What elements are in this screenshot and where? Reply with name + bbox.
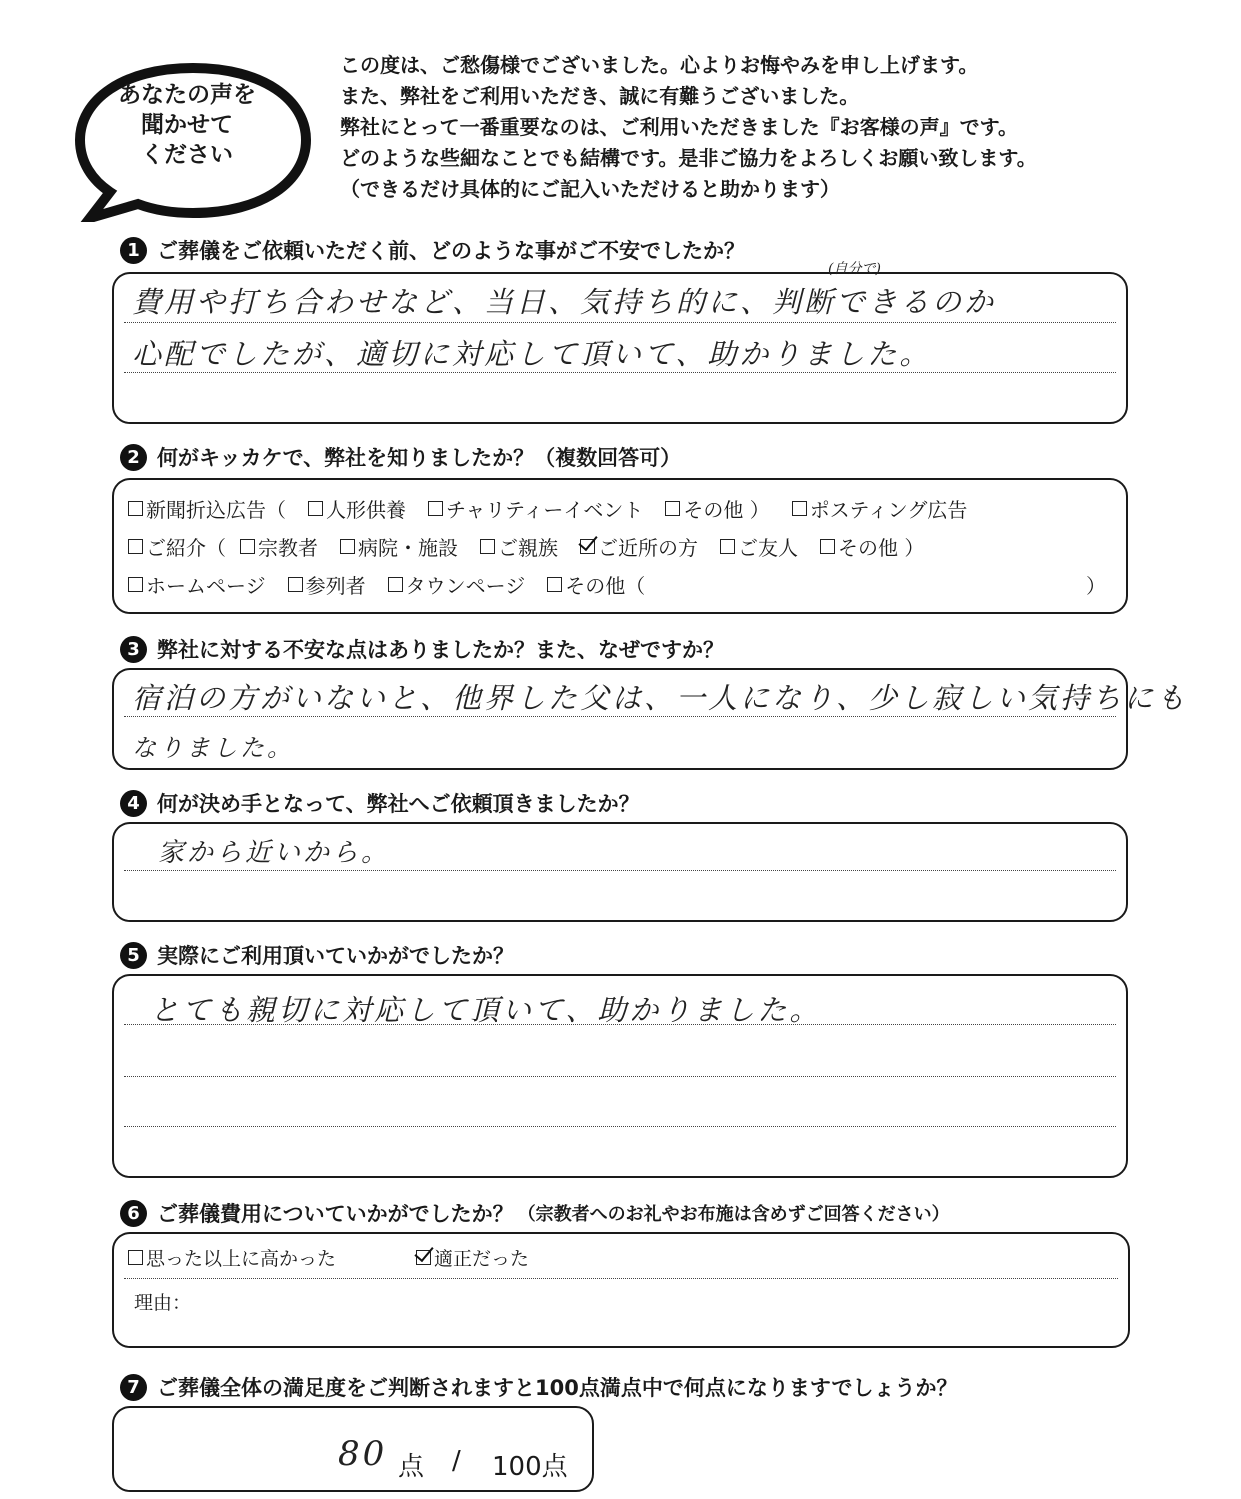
handwritten-answer-line: 心配でしたが、適切に対応して頂いて、助かりました。: [132, 337, 932, 371]
option-label: ご紹介（: [146, 536, 226, 560]
handwritten-answer-line: 費用や打ち合わせなど、当日、気持ち的に、判断できるのか: [132, 285, 997, 319]
intro-line: （できるだけ具体的にご記入いただけると助かります）: [340, 177, 840, 201]
option-label: ホームページ: [146, 574, 266, 598]
option-other-3[interactable]: [547, 570, 645, 599]
question-text: ご葬儀全体の満足度をご判断されますと100点満点中で何点になりますでしょうか？: [157, 1376, 958, 1400]
question-text: 何がキッカケで、弊社を知りましたか？（複数回答可）: [157, 446, 682, 470]
cost-options-row: [128, 1244, 551, 1271]
score-max: 100点: [492, 1452, 568, 1482]
question-text: ご葬儀費用についていかがでしたか？: [157, 1202, 514, 1226]
option-label: ご近所の方: [598, 536, 698, 560]
closing-paren: ）: [1086, 574, 1106, 598]
handwritten-answer-line: とても親切に対応して頂いて、助かりました。: [150, 993, 822, 1027]
checkbox[interactable]: [128, 501, 143, 516]
checkbox[interactable]: [665, 501, 680, 516]
checkbox[interactable]: [128, 1250, 143, 1265]
checked-checkbox[interactable]: [580, 539, 595, 554]
option-clergy[interactable]: [240, 532, 318, 561]
option-label: 新聞折込広告（: [146, 498, 286, 522]
question-4-title: [120, 788, 640, 818]
bubble-line: 聞かせて: [141, 112, 233, 138]
checkbox[interactable]: [128, 577, 143, 592]
option-label: ご親族: [498, 536, 558, 560]
option-attendee[interactable]: [288, 570, 366, 599]
question-1-title: [120, 235, 745, 265]
question-5-title: [120, 940, 514, 970]
intro-line: 弊社にとって一番重要なのは、ご利用いただきました『お客様の声』です。: [340, 115, 1018, 139]
option-neighbors[interactable]: [580, 532, 698, 561]
option-label: チャリティーイベント: [446, 498, 644, 522]
option-label: その他（: [565, 574, 646, 598]
option-label: タウンページ: [405, 574, 526, 598]
checkbox[interactable]: [388, 577, 403, 592]
reason-label: 理由：: [134, 1292, 192, 1314]
option-relatives[interactable]: [480, 532, 558, 561]
ruled-line: [124, 870, 1116, 871]
option-label: 人形供養: [326, 498, 406, 522]
option-doll-memorial[interactable]: [308, 494, 406, 523]
option-charity-event[interactable]: [428, 494, 643, 523]
handwritten-score: 80: [338, 1434, 388, 1474]
checkbox[interactable]: [547, 577, 562, 592]
question-text: 何が決め手となって、弊社へご依頼頂きましたか？: [157, 792, 640, 816]
option-label: 宗教者: [258, 536, 318, 560]
question-number-badge: 5: [120, 942, 147, 969]
question-number-badge: 1: [120, 237, 147, 264]
checkbox[interactable]: [720, 539, 735, 554]
intro-line: この度は、ご愁傷様でございました。心よりお悔やみを申し上げます。: [340, 53, 979, 77]
bubble-line: ください: [141, 142, 233, 168]
source-options-row-2: [128, 532, 946, 561]
option-posting-ad[interactable]: [792, 494, 968, 523]
question-text: 弊社に対する不安な点はありましたか？また、なぜですか？: [157, 638, 724, 662]
source-options-row-1: [128, 494, 989, 523]
checked-checkbox[interactable]: [416, 1250, 431, 1265]
bubble-heading: [84, 80, 290, 170]
checkbox[interactable]: [792, 501, 807, 516]
ruled-line: [124, 322, 1116, 323]
option-newspaper-insert[interactable]: [128, 494, 286, 523]
ruled-line: [124, 1278, 1118, 1279]
question-3-title: [120, 634, 724, 664]
checkbox[interactable]: [308, 501, 323, 516]
option-label: ポスティング広告: [809, 498, 968, 522]
intro-line: また、弊社をご利用いただき、誠に有難うございました。: [340, 84, 860, 108]
question-note: （宗教者へのお礼やお布施は含めずご回答ください）: [517, 1204, 950, 1225]
option-label: 思った以上に高かった: [146, 1248, 337, 1270]
option-appropriate[interactable]: [416, 1244, 529, 1271]
question-number-badge: 2: [120, 444, 147, 471]
question-text: ご葬儀をご依頼いただく前、どのような事がご不安でしたか？: [157, 239, 745, 263]
option-town-page[interactable]: [388, 570, 526, 599]
ruled-line: [124, 1076, 1116, 1077]
question-2-title: [120, 442, 681, 472]
handwritten-annotation: (自分で): [828, 261, 881, 277]
option-other-2[interactable]: [820, 532, 924, 561]
checkbox[interactable]: [288, 577, 303, 592]
handwritten-answer-line: 家から近いから。: [158, 838, 391, 868]
option-label: 参列者: [305, 574, 366, 598]
option-homepage[interactable]: [128, 570, 266, 599]
option-other-1[interactable]: [665, 494, 769, 523]
option-more-expensive[interactable]: [128, 1244, 336, 1271]
intro-line: どのような些細なことでも結構です。是非ご協力をよろしくお願い致します。: [340, 146, 1037, 170]
question-6-title: [120, 1198, 950, 1228]
option-hospital[interactable]: [340, 532, 458, 561]
option-label: ご友人: [738, 536, 798, 560]
question-number-badge: 6: [120, 1200, 147, 1227]
option-label: その他 ）: [683, 498, 770, 522]
option-label: 病院・施設: [358, 536, 458, 560]
source-options-row-3: [128, 570, 667, 599]
question-7-title: [120, 1372, 957, 1402]
checkbox[interactable]: [240, 539, 255, 554]
option-referral[interactable]: [128, 532, 226, 561]
ruled-line: [124, 1126, 1116, 1127]
option-label: 適正だった: [434, 1248, 530, 1270]
score-unit: 点: [398, 1452, 425, 1482]
checkbox[interactable]: [340, 539, 355, 554]
checkbox[interactable]: [820, 539, 835, 554]
checkbox[interactable]: [128, 539, 143, 554]
checkbox[interactable]: [428, 501, 443, 516]
handwritten-answer-line: 宿泊の方がいないと、他界した父は、一人になり、少し寂しい気持ちにも: [132, 681, 1189, 715]
option-friends[interactable]: [720, 532, 798, 561]
question-number-badge: 7: [120, 1374, 147, 1401]
bubble-line: あなたの声を: [118, 82, 256, 108]
handwritten-answer-line: なりました。: [132, 734, 294, 762]
question-number-badge: 3: [120, 636, 147, 663]
question-number-badge: 4: [120, 790, 147, 817]
option-label: その他 ）: [838, 536, 925, 560]
question-text: 実際にご利用頂いていかがでしたか？: [157, 944, 514, 968]
score-slash: /: [452, 1446, 461, 1476]
checkbox[interactable]: [480, 539, 495, 554]
intro-text: [340, 50, 1037, 205]
